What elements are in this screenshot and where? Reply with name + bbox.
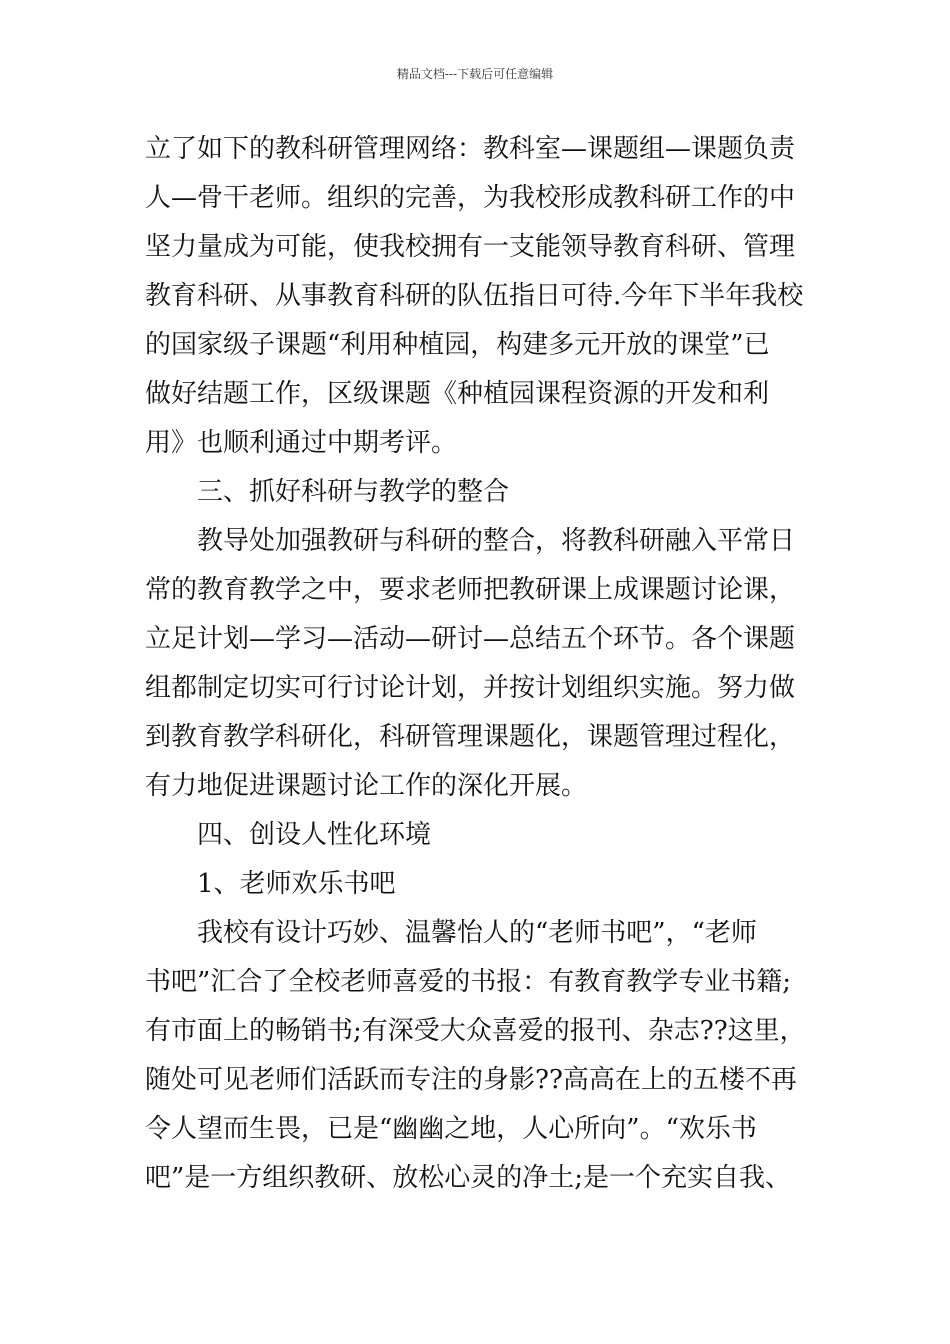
text-line: 立足计划—学习—活动—研讨—总结五个环节。各个课题: [145, 624, 796, 654]
text-line: 有力地促进课题讨论工作的深化开展。: [145, 771, 588, 801]
text-line: 立了如下的教科研管理网络：教科室—课题组—课题负责: [145, 134, 796, 164]
text-line: 坚力量成为可能，使我校拥有一支能领导教育科研、管理: [145, 232, 796, 262]
text-line: 到教育教学科研化，科研管理课题化，课题管理过程化，: [145, 722, 796, 752]
text-line: 的国家级子课题“利用种植园，构建多元开放的课堂”已: [145, 330, 770, 360]
text-line: 三、抓好科研与教学的整合: [197, 477, 510, 507]
text-line: 1、老师欢乐书吧: [197, 869, 396, 899]
text-line: 随处可见老师们活跃而专注的身影??高高在上的五楼不再: [145, 1065, 797, 1095]
document-body: [145, 125, 815, 1203]
text-line: 教育科研、从事教育科研的队伍指日可待.今年下半年我校: [145, 281, 804, 311]
text-line: 教导处加强教研与科研的整合，将教科研融入平常日: [197, 526, 796, 556]
text-line: 用》也顺利通过中期考评。: [145, 428, 458, 458]
page-header: 精品文档---下载后可任意编辑: [396, 67, 554, 81]
text-line: 我校有设计巧妙、温馨怡人的“老师书吧”，“老师: [197, 918, 757, 948]
text-line: 吧”是一方组织教研、放松心灵的净土;是一个充实自我、: [145, 1163, 792, 1193]
text-line: 有市面上的畅销书;有深受大众喜爱的报刊、杂志??这里，: [145, 1016, 806, 1046]
text-line: 组都制定切实可行讨论计划，并按计划组织实施。努力做: [145, 673, 796, 703]
text-line: 做好结题工作，区级课题《种植园课程资源的开发和利: [145, 379, 770, 409]
text-line: 人—骨干老师。组织的完善，为我校形成教科研工作的中: [145, 183, 796, 213]
text-line: 令人望而生畏，已是“幽幽之地，人心所向”。“欢乐书: [145, 1114, 757, 1144]
text-line: 书吧”汇合了全校老师喜爱的书报：有教育教学专业书籍;: [145, 967, 792, 997]
text-line: 常的教育教学之中，要求老师把教研课上成课题讨论课，: [145, 575, 796, 605]
text-line: 四、创设人性化环境: [197, 820, 432, 850]
